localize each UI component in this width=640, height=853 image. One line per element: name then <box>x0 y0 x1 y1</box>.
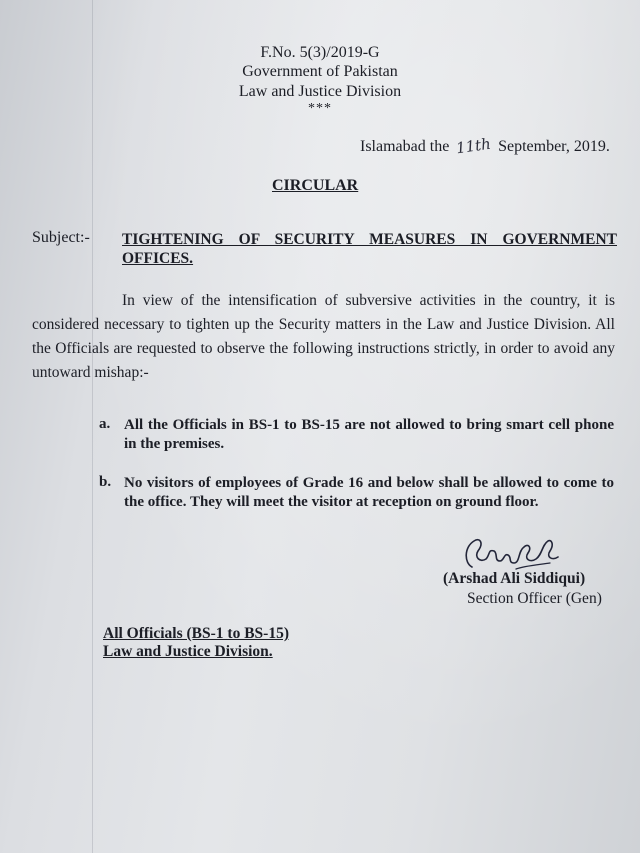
subject-text: TIGHTENING OF SECURITY MEASURES IN GOVERNMENT OFFICES. <box>122 231 617 267</box>
division-name: Law and Justice Division <box>238 83 402 100</box>
document-title: CIRCULAR <box>272 177 359 194</box>
header-separator: *** <box>308 101 332 116</box>
distribution-line: All Officials (BS-1 to BS-15) <box>103 625 289 642</box>
instruction-text: All the Officials in BS-1 to BS-15 are not allowed to bring smart cell phone in the premises. <box>124 417 614 452</box>
dateline <box>360 134 610 158</box>
distribution-line: Law and Justice Division. <box>103 643 273 660</box>
government-name: Government of Pakistan <box>242 63 398 80</box>
dateline-prefix: Islamabad the <box>360 138 450 155</box>
instruction-letter: b. <box>99 474 112 490</box>
file-number: F.No. 5(3)/2019-G <box>260 44 380 61</box>
instruction-text: No visitors of employees of Grade 16 and below shall be allowed to come to the office. They will meet the visitor at reception on ground floor. <box>124 475 614 510</box>
instruction-letter: a. <box>99 416 111 432</box>
paper-fold <box>92 0 93 853</box>
dateline-suffix: September, 2019. <box>498 138 610 155</box>
signatory-designation: Section Officer (Gen) <box>467 590 602 607</box>
dateline-day-handwritten: 11th <box>455 134 493 158</box>
subject-label: Subject:- <box>32 229 90 246</box>
signatory-name: (Arshad Ali Siddiqui) <box>443 570 586 587</box>
body-paragraph: In view of the intensification of subversive activities in the country, it is considered necessary to tighten up the Security matters in the Law and Justice Division. All the Officials are requested to observe the following instructions strictly, in order to avoid any untoward mishap:- <box>32 292 615 381</box>
